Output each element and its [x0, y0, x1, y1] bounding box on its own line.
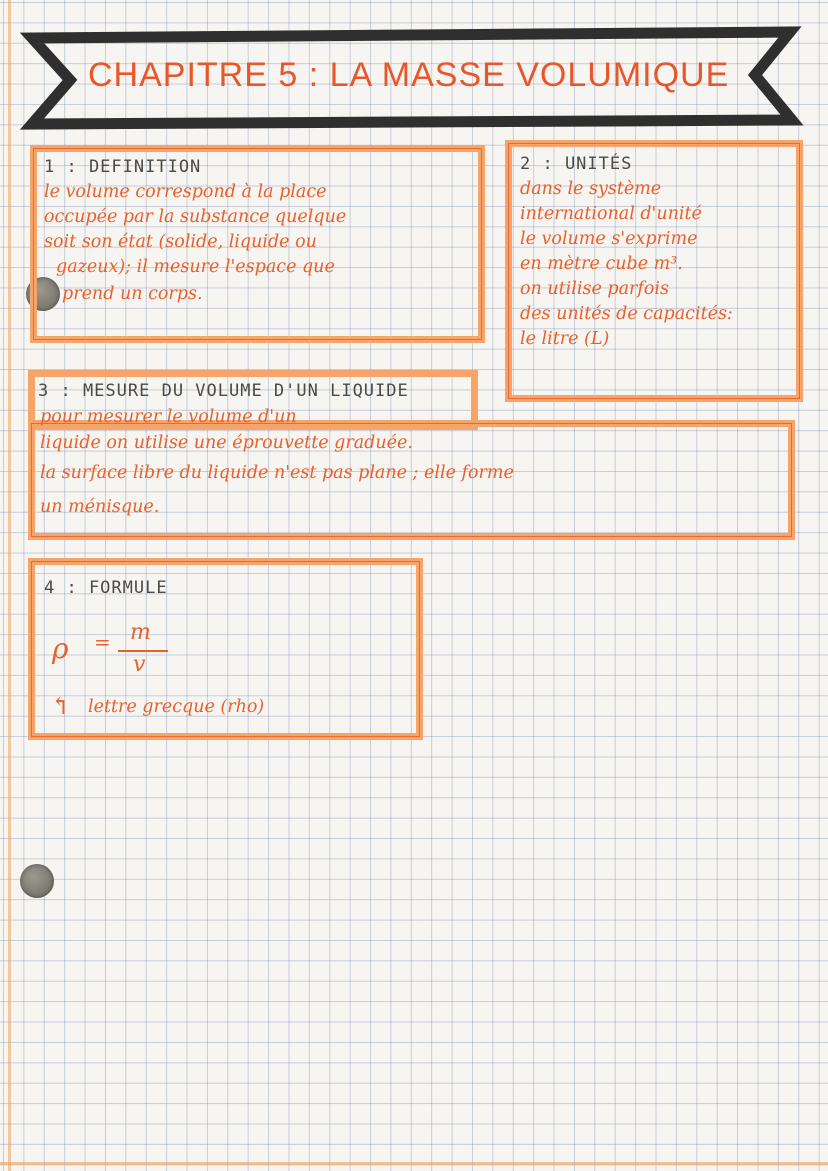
definition-line-1: le volume correspond à la place [44, 182, 327, 202]
measure-line-3: la surface libre du liquide n'est pas plane ; elle forme [40, 463, 514, 483]
units-line-7: le litre (L) [520, 329, 610, 349]
formula-equals: = [94, 630, 111, 654]
units-heading: 2 : UNITÉS [520, 154, 633, 174]
margin-line [8, 0, 11, 1171]
formula-heading: 4 : FORMULE [44, 578, 168, 598]
formula-rho: ρ [52, 632, 69, 665]
units-line-6: des unités de capacités: [520, 304, 733, 324]
bottom-margin-line [0, 1162, 828, 1165]
units-line-3: le volume s'exprime [520, 229, 698, 249]
measure-heading: 3 : MESURE DU VOLUME D'UN LIQUIDE [38, 381, 409, 401]
units-line-2: international d'unité [520, 204, 702, 224]
definition-line-4: gazeux); il mesure l'espace que [56, 257, 335, 277]
units-line-5: on utilise parfois [520, 279, 669, 299]
definition-line-3: soit son état (solide, liquide ou [44, 232, 317, 252]
units-line-1: dans le système [520, 179, 662, 199]
measure-line-1: pour mesurer le volume d'un [40, 407, 297, 427]
formula-arrow: ↰ [50, 692, 71, 720]
measure-line-2: liquide on utilise une éprouvette graduée. [40, 433, 413, 453]
formula-note: lettre grecque (rho) [88, 697, 265, 717]
definition-heading: 1 : DEFINITION [44, 157, 202, 177]
definition-line-5: prend un corps. [62, 284, 203, 304]
units-line-4: en mètre cube m³. [520, 254, 683, 274]
measure-line-4: un ménisque. [40, 497, 160, 517]
formula-denominator: v [133, 652, 146, 677]
binder-hole-bottom [20, 864, 54, 898]
formula-numerator: m [130, 620, 151, 645]
page-title: CHAPITRE 5 : LA MASSE VOLUMIQUE [88, 56, 730, 94]
definition-line-2: occupée par la substance quelque [44, 207, 347, 227]
